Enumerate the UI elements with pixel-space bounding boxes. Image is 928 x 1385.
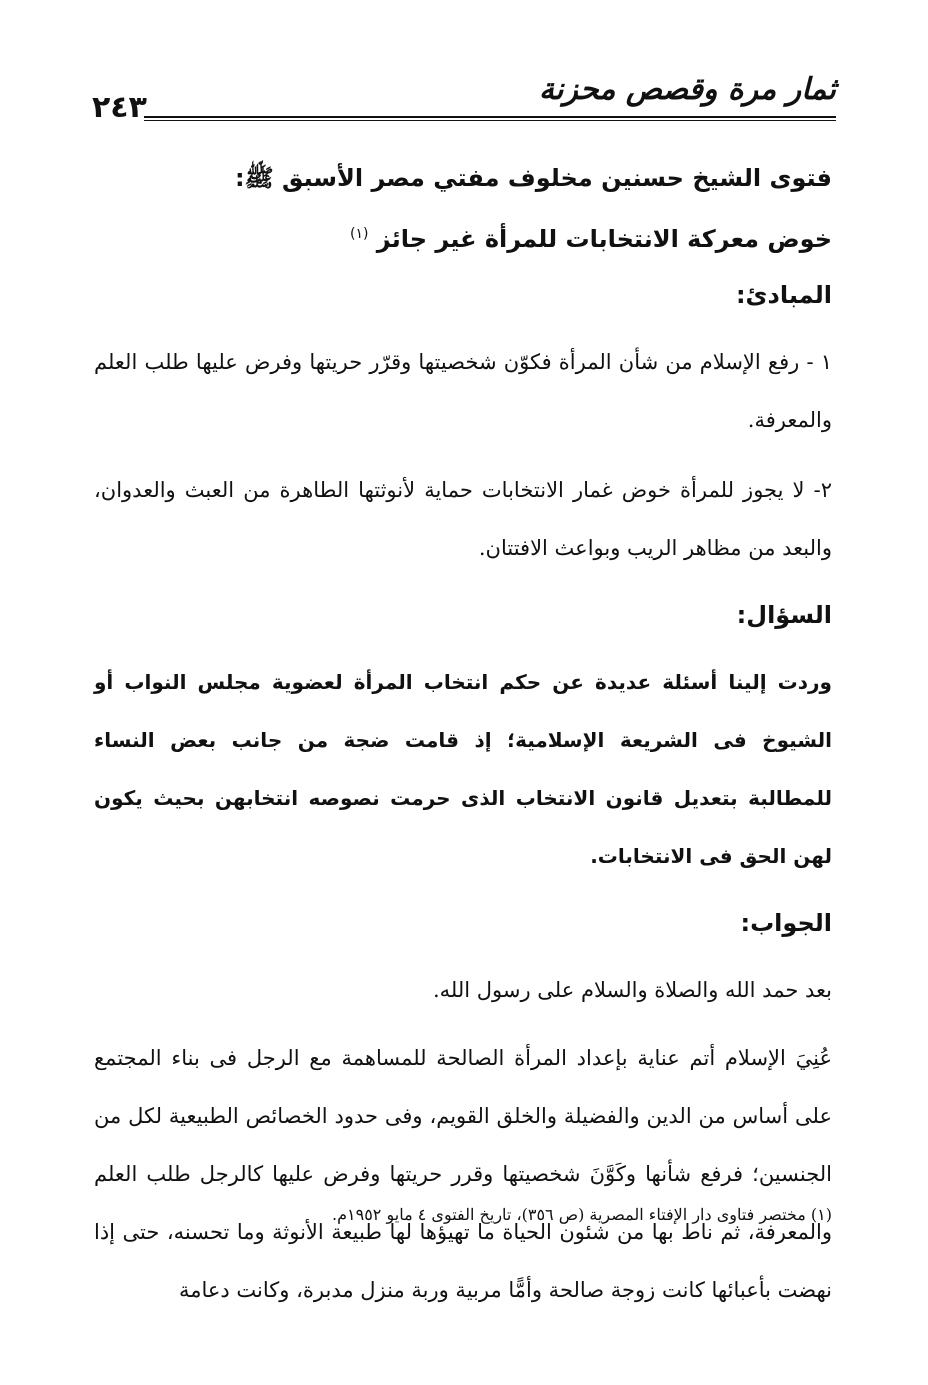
question-heading: السؤال: xyxy=(736,601,832,629)
fatwa-subtitle-text: خوض معركة الانتخابات للمرأة غير جائز xyxy=(376,225,832,253)
fatwa-subtitle xyxy=(94,206,832,267)
header-rule xyxy=(144,116,836,121)
page-number: ٢٤٣ xyxy=(92,90,147,125)
book-title: ثمار مرة وقصص محزنة xyxy=(538,72,836,107)
answer-text: عُنِيَ الإسلام أتم عناية بإعداد المرأة الصالحة للمساهمة مع الرجل فى بناء المجتمع على أساس من الدين والفضيلة والخلق القويم، وفى حدود الخصائص الطبيعية لكل من الجنسين؛ فرفع شأنها وكَوَّنَ شخصيتها وقرر حريتها وفرض عليها كالرجل طلب العلم والمعرفة، ثم ناط بها من شئون الحياة ما تهيؤها لها طبيعة الأنوثة وما تحسنه، حتى إذا نهضت بأعبائها كانت زوجة صالحة وأمًّا مربية وربة منزل مدبرة، وكانت دعامة xyxy=(94,1046,832,1302)
footnote-reference: (١) xyxy=(349,226,369,242)
answer-heading: الجواب: xyxy=(740,909,832,937)
fatwa-title: فتوى الشيخ حسنين مخلوف مفتي مصر الأسبق ﷺ: xyxy=(235,164,832,192)
principle-item: ١ - رفع الإسلام من شأن المرأة فكوّن شخصيتها وقرّر حريتها وفرض عليها طلب العلم والمعرفة. xyxy=(94,350,832,432)
footnote: (١) مختصر فتاوى دار الإفتاء المصرية (ص ٣٥٦)، تاريخ الفتوى ٤ مايو ١٩٥٢م. xyxy=(332,1205,832,1224)
principle-item: ٢- لا يجوز للمرأة خوض غمار الانتخابات حماية لأنوثتها الطاهرة من العبث والعدوان، والبعد من مظاهر الريب وبواعث الافتتان. xyxy=(94,478,832,560)
main-text xyxy=(94,150,832,1319)
running-header xyxy=(92,72,836,132)
answer-opening: بعد حمد الله والصلاة والسلام على رسول الله. xyxy=(432,978,832,1002)
principles-heading: المبادئ: xyxy=(735,281,832,309)
question-text: وردت إلينا أسئلة عديدة عن حكم انتخاب المرأة لعضوية مجلس النواب أو الشيوخ فى الشريعة الإسلامية؛ إذ قامت ضجة من جانب بعض النساء للمطالبة بتعديل قانون الانتخاب الذى حرمت نصوصه انتخابهن بحيث يكون لهن الحق فى الانتخابات. xyxy=(94,670,832,868)
